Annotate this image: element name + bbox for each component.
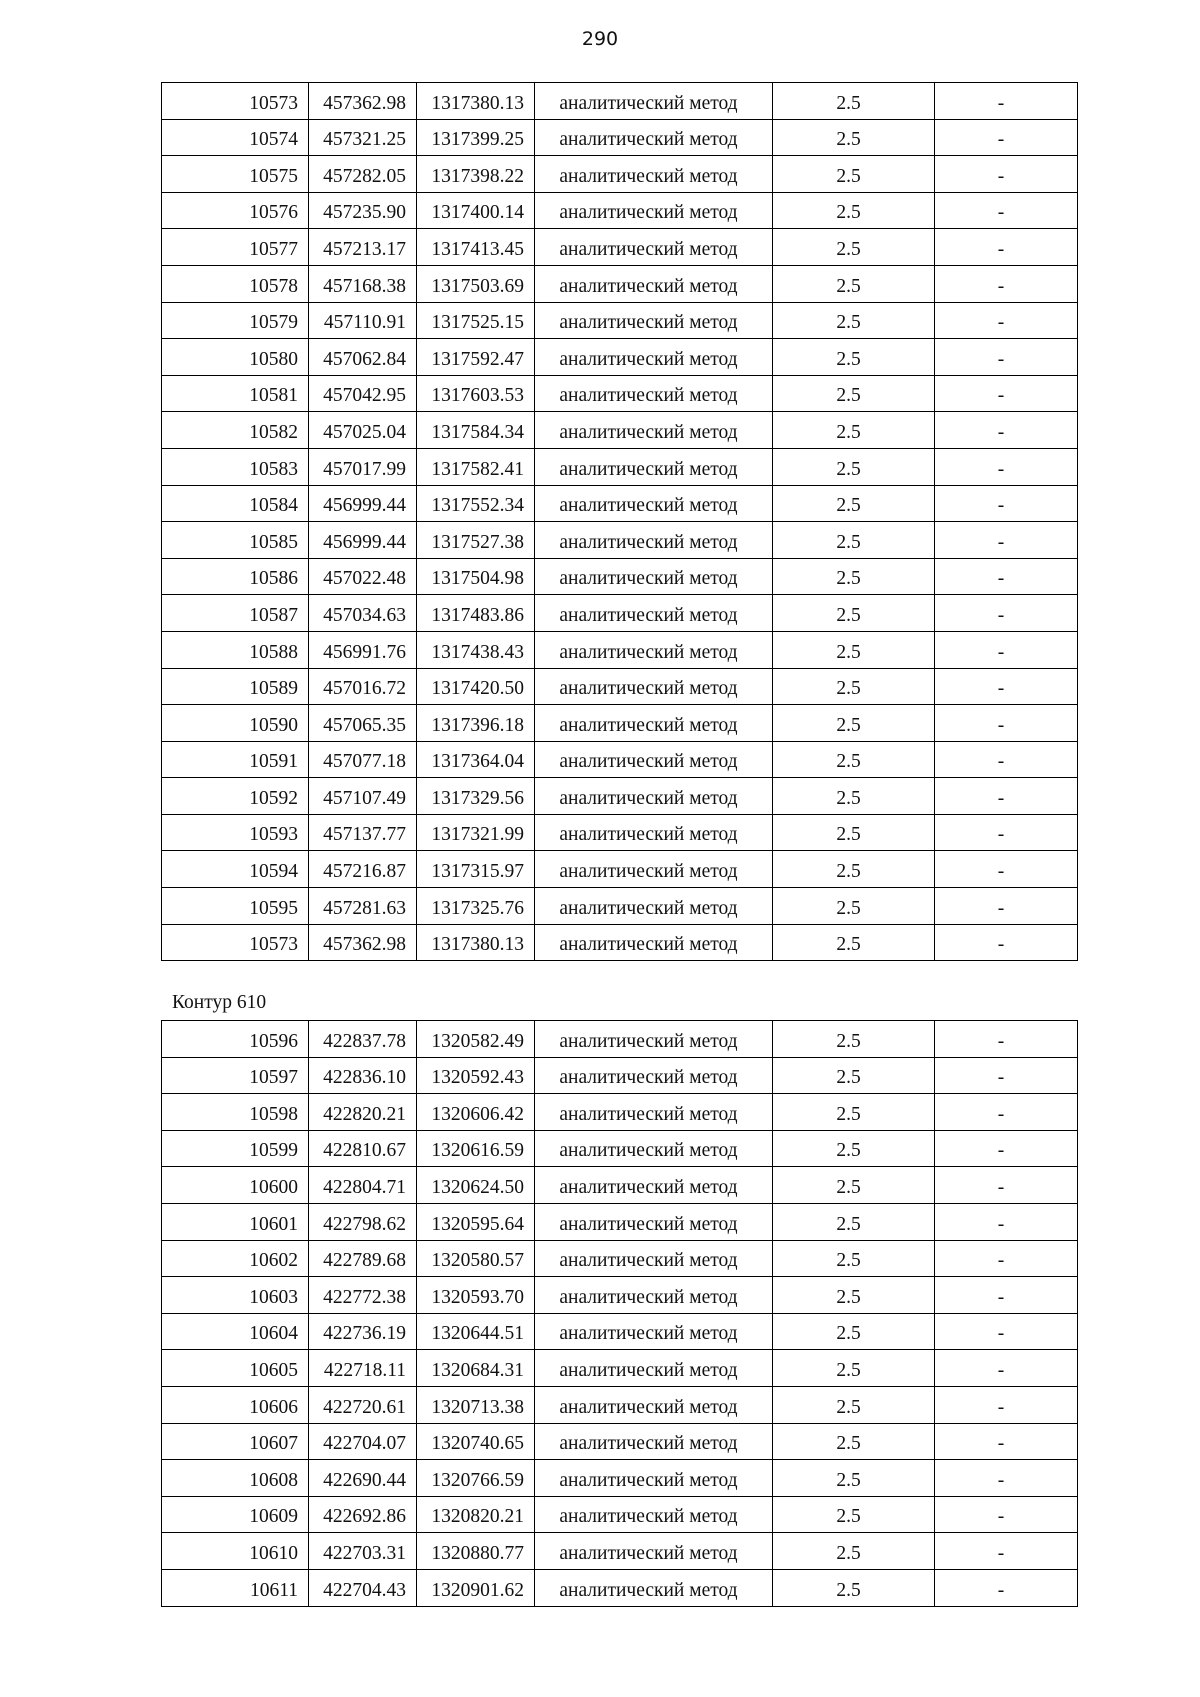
y-coordinate-cell: 1320616.59 <box>417 1130 535 1167</box>
accuracy-cell: 2.5 <box>773 778 935 815</box>
point-number-cell: 10607 <box>162 1423 309 1460</box>
note-cell: - <box>935 1021 1078 1058</box>
y-coordinate-cell: 1320713.38 <box>417 1386 535 1423</box>
accuracy-cell: 2.5 <box>773 265 935 302</box>
y-coordinate-cell: 1320820.21 <box>417 1496 535 1533</box>
y-coordinate-cell: 1317413.45 <box>417 229 535 266</box>
x-coordinate-cell: 422836.10 <box>309 1057 417 1094</box>
accuracy-cell: 2.5 <box>773 1277 935 1314</box>
table-row <box>162 1277 1078 1314</box>
y-coordinate-cell: 1317483.86 <box>417 595 535 632</box>
method-cell: аналитический метод <box>535 412 773 449</box>
point-number-cell: 10602 <box>162 1240 309 1277</box>
table-row <box>162 448 1078 485</box>
accuracy-cell: 2.5 <box>773 631 935 668</box>
y-coordinate-cell: 1320766.59 <box>417 1460 535 1497</box>
accuracy-cell: 2.5 <box>773 1533 935 1570</box>
y-coordinate-cell: 1320606.42 <box>417 1094 535 1131</box>
method-cell: аналитический метод <box>535 1167 773 1204</box>
x-coordinate-cell: 457042.95 <box>309 375 417 412</box>
note-cell: - <box>935 558 1078 595</box>
accuracy-cell: 2.5 <box>773 119 935 156</box>
coordinates-table-2-body <box>162 1021 1078 1607</box>
method-cell: аналитический метод <box>535 1350 773 1387</box>
y-coordinate-cell: 1317584.34 <box>417 412 535 449</box>
accuracy-cell: 2.5 <box>773 1386 935 1423</box>
x-coordinate-cell: 456991.76 <box>309 631 417 668</box>
y-coordinate-cell: 1317380.13 <box>417 924 535 961</box>
x-coordinate-cell: 457216.87 <box>309 851 417 888</box>
method-cell: аналитический метод <box>535 339 773 376</box>
point-number-cell: 10581 <box>162 375 309 412</box>
accuracy-cell: 2.5 <box>773 924 935 961</box>
note-cell: - <box>935 778 1078 815</box>
accuracy-cell: 2.5 <box>773 192 935 229</box>
y-coordinate-cell: 1317438.43 <box>417 631 535 668</box>
point-number-cell: 10573 <box>162 83 309 120</box>
table-row <box>162 924 1078 961</box>
method-cell: аналитический метод <box>535 1423 773 1460</box>
y-coordinate-cell: 1320582.49 <box>417 1021 535 1058</box>
note-cell: - <box>935 1203 1078 1240</box>
table-row <box>162 1130 1078 1167</box>
accuracy-cell: 2.5 <box>773 339 935 376</box>
note-cell: - <box>935 668 1078 705</box>
accuracy-cell: 2.5 <box>773 1057 935 1094</box>
table-row <box>162 595 1078 632</box>
point-number-cell: 10588 <box>162 631 309 668</box>
x-coordinate-cell: 457168.38 <box>309 265 417 302</box>
accuracy-cell: 2.5 <box>773 1203 935 1240</box>
accuracy-cell: 2.5 <box>773 1021 935 1058</box>
x-coordinate-cell: 422690.44 <box>309 1460 417 1497</box>
note-cell: - <box>935 1094 1078 1131</box>
point-number-cell: 10595 <box>162 888 309 925</box>
table-row <box>162 1423 1078 1460</box>
section-label-contour: Контур 610 <box>172 992 267 1013</box>
note-cell: - <box>935 265 1078 302</box>
method-cell: аналитический метод <box>535 778 773 815</box>
accuracy-cell: 2.5 <box>773 558 935 595</box>
method-cell: аналитический метод <box>535 522 773 559</box>
y-coordinate-cell: 1320880.77 <box>417 1533 535 1570</box>
note-cell: - <box>935 1057 1078 1094</box>
table-row <box>162 119 1078 156</box>
table-row <box>162 522 1078 559</box>
method-cell: аналитический метод <box>535 1240 773 1277</box>
accuracy-cell: 2.5 <box>773 522 935 559</box>
accuracy-cell: 2.5 <box>773 485 935 522</box>
y-coordinate-cell: 1317504.98 <box>417 558 535 595</box>
method-cell: аналитический метод <box>535 668 773 705</box>
point-number-cell: 10594 <box>162 851 309 888</box>
x-coordinate-cell: 457362.98 <box>309 83 417 120</box>
note-cell: - <box>935 1240 1078 1277</box>
point-number-cell: 10600 <box>162 1167 309 1204</box>
x-coordinate-cell: 422718.11 <box>309 1350 417 1387</box>
method-cell: аналитический метод <box>535 631 773 668</box>
method-cell: аналитический метод <box>535 1386 773 1423</box>
table-row <box>162 888 1078 925</box>
method-cell: аналитический метод <box>535 1130 773 1167</box>
method-cell: аналитический метод <box>535 1533 773 1570</box>
point-number-cell: 10605 <box>162 1350 309 1387</box>
note-cell: - <box>935 1130 1078 1167</box>
y-coordinate-cell: 1320580.57 <box>417 1240 535 1277</box>
x-coordinate-cell: 422798.62 <box>309 1203 417 1240</box>
point-number-cell: 10576 <box>162 192 309 229</box>
accuracy-cell: 2.5 <box>773 741 935 778</box>
accuracy-cell: 2.5 <box>773 1460 935 1497</box>
y-coordinate-cell: 1320593.70 <box>417 1277 535 1314</box>
table-row <box>162 265 1078 302</box>
point-number-cell: 10597 <box>162 1057 309 1094</box>
point-number-cell: 10583 <box>162 448 309 485</box>
x-coordinate-cell: 457077.18 <box>309 741 417 778</box>
accuracy-cell: 2.5 <box>773 229 935 266</box>
method-cell: аналитический метод <box>535 1460 773 1497</box>
note-cell: - <box>935 741 1078 778</box>
table-row <box>162 1203 1078 1240</box>
point-number-cell: 10589 <box>162 668 309 705</box>
y-coordinate-cell: 1317315.97 <box>417 851 535 888</box>
y-coordinate-cell: 1320684.31 <box>417 1350 535 1387</box>
note-cell: - <box>935 339 1078 376</box>
method-cell: аналитический метод <box>535 595 773 632</box>
y-coordinate-cell: 1317398.22 <box>417 156 535 193</box>
method-cell: аналитический метод <box>535 265 773 302</box>
accuracy-cell: 2.5 <box>773 1167 935 1204</box>
accuracy-cell: 2.5 <box>773 851 935 888</box>
table-row <box>162 375 1078 412</box>
method-cell: аналитический метод <box>535 83 773 120</box>
x-coordinate-cell: 457281.63 <box>309 888 417 925</box>
accuracy-cell: 2.5 <box>773 375 935 412</box>
method-cell: аналитический метод <box>535 1094 773 1131</box>
point-number-cell: 10606 <box>162 1386 309 1423</box>
accuracy-cell: 2.5 <box>773 1094 935 1131</box>
table-row <box>162 1313 1078 1350</box>
x-coordinate-cell: 457107.49 <box>309 778 417 815</box>
method-cell: аналитический метод <box>535 1496 773 1533</box>
x-coordinate-cell: 457282.05 <box>309 156 417 193</box>
table-row <box>162 1460 1078 1497</box>
x-coordinate-cell: 457321.25 <box>309 119 417 156</box>
x-coordinate-cell: 422789.68 <box>309 1240 417 1277</box>
table-row <box>162 1569 1078 1606</box>
page-number: 290 <box>581 28 619 50</box>
table-row <box>162 631 1078 668</box>
x-coordinate-cell: 422820.21 <box>309 1094 417 1131</box>
table-row <box>162 1167 1078 1204</box>
table-row <box>162 192 1078 229</box>
x-coordinate-cell: 422692.86 <box>309 1496 417 1533</box>
y-coordinate-cell: 1320624.50 <box>417 1167 535 1204</box>
y-coordinate-cell: 1320644.51 <box>417 1313 535 1350</box>
note-cell: - <box>935 1313 1078 1350</box>
accuracy-cell: 2.5 <box>773 668 935 705</box>
method-cell: аналитический метод <box>535 924 773 961</box>
x-coordinate-cell: 457062.84 <box>309 339 417 376</box>
table-row <box>162 668 1078 705</box>
point-number-cell: 10599 <box>162 1130 309 1167</box>
note-cell: - <box>935 156 1078 193</box>
method-cell: аналитический метод <box>535 741 773 778</box>
point-number-cell: 10574 <box>162 119 309 156</box>
accuracy-cell: 2.5 <box>773 412 935 449</box>
accuracy-cell: 2.5 <box>773 595 935 632</box>
method-cell: аналитический метод <box>535 156 773 193</box>
y-coordinate-cell: 1320901.62 <box>417 1569 535 1606</box>
table-row <box>162 1533 1078 1570</box>
note-cell: - <box>935 1277 1078 1314</box>
x-coordinate-cell: 422810.67 <box>309 1130 417 1167</box>
note-cell: - <box>935 1423 1078 1460</box>
x-coordinate-cell: 422720.61 <box>309 1386 417 1423</box>
accuracy-cell: 2.5 <box>773 1130 935 1167</box>
x-coordinate-cell: 456999.44 <box>309 522 417 559</box>
note-cell: - <box>935 1350 1078 1387</box>
x-coordinate-cell: 457065.35 <box>309 705 417 742</box>
method-cell: аналитический метод <box>535 448 773 485</box>
accuracy-cell: 2.5 <box>773 448 935 485</box>
accuracy-cell: 2.5 <box>773 814 935 851</box>
y-coordinate-cell: 1317603.53 <box>417 375 535 412</box>
accuracy-cell: 2.5 <box>773 1496 935 1533</box>
accuracy-cell: 2.5 <box>773 1569 935 1606</box>
table-row <box>162 1496 1078 1533</box>
note-cell: - <box>935 1460 1078 1497</box>
y-coordinate-cell: 1317503.69 <box>417 265 535 302</box>
method-cell: аналитический метод <box>535 1057 773 1094</box>
point-number-cell: 10593 <box>162 814 309 851</box>
y-coordinate-cell: 1317380.13 <box>417 83 535 120</box>
note-cell: - <box>935 1386 1078 1423</box>
x-coordinate-cell: 457235.90 <box>309 192 417 229</box>
accuracy-cell: 2.5 <box>773 1350 935 1387</box>
method-cell: аналитический метод <box>535 1203 773 1240</box>
note-cell: - <box>935 1569 1078 1606</box>
point-number-cell: 10598 <box>162 1094 309 1131</box>
accuracy-cell: 2.5 <box>773 83 935 120</box>
x-coordinate-cell: 422804.71 <box>309 1167 417 1204</box>
table-row <box>162 814 1078 851</box>
accuracy-cell: 2.5 <box>773 1313 935 1350</box>
note-cell: - <box>935 375 1078 412</box>
note-cell: - <box>935 302 1078 339</box>
point-number-cell: 10596 <box>162 1021 309 1058</box>
y-coordinate-cell: 1317321.99 <box>417 814 535 851</box>
note-cell: - <box>935 229 1078 266</box>
note-cell: - <box>935 192 1078 229</box>
y-coordinate-cell: 1317396.18 <box>417 705 535 742</box>
method-cell: аналитический метод <box>535 705 773 742</box>
point-number-cell: 10580 <box>162 339 309 376</box>
point-number-cell: 10590 <box>162 705 309 742</box>
table-row <box>162 1386 1078 1423</box>
method-cell: аналитический метод <box>535 851 773 888</box>
y-coordinate-cell: 1317582.41 <box>417 448 535 485</box>
note-cell: - <box>935 412 1078 449</box>
note-cell: - <box>935 851 1078 888</box>
x-coordinate-cell: 457213.17 <box>309 229 417 266</box>
x-coordinate-cell: 457110.91 <box>309 302 417 339</box>
y-coordinate-cell: 1317329.56 <box>417 778 535 815</box>
y-coordinate-cell: 1317552.34 <box>417 485 535 522</box>
method-cell: аналитический метод <box>535 302 773 339</box>
table-row <box>162 339 1078 376</box>
x-coordinate-cell: 456999.44 <box>309 485 417 522</box>
point-number-cell: 10577 <box>162 229 309 266</box>
table-row <box>162 705 1078 742</box>
y-coordinate-cell: 1317592.47 <box>417 339 535 376</box>
point-number-cell: 10608 <box>162 1460 309 1497</box>
point-number-cell: 10592 <box>162 778 309 815</box>
y-coordinate-cell: 1317420.50 <box>417 668 535 705</box>
point-number-cell: 10603 <box>162 1277 309 1314</box>
point-number-cell: 10604 <box>162 1313 309 1350</box>
point-number-cell: 10584 <box>162 485 309 522</box>
table-row <box>162 1350 1078 1387</box>
coordinates-table-1 <box>161 82 1078 961</box>
note-cell: - <box>935 595 1078 632</box>
table-row <box>162 1094 1078 1131</box>
point-number-cell: 10585 <box>162 522 309 559</box>
point-number-cell: 10610 <box>162 1533 309 1570</box>
point-number-cell: 10609 <box>162 1496 309 1533</box>
y-coordinate-cell: 1317525.15 <box>417 302 535 339</box>
table-row <box>162 558 1078 595</box>
accuracy-cell: 2.5 <box>773 888 935 925</box>
note-cell: - <box>935 1496 1078 1533</box>
y-coordinate-cell: 1317325.76 <box>417 888 535 925</box>
method-cell: аналитический метод <box>535 1277 773 1314</box>
note-cell: - <box>935 448 1078 485</box>
table-row <box>162 302 1078 339</box>
table-row <box>162 83 1078 120</box>
x-coordinate-cell: 422736.19 <box>309 1313 417 1350</box>
point-number-cell: 10611 <box>162 1569 309 1606</box>
point-number-cell: 10578 <box>162 265 309 302</box>
table-row <box>162 851 1078 888</box>
method-cell: аналитический метод <box>535 1021 773 1058</box>
point-number-cell: 10591 <box>162 741 309 778</box>
note-cell: - <box>935 888 1078 925</box>
note-cell: - <box>935 631 1078 668</box>
table-row <box>162 1057 1078 1094</box>
accuracy-cell: 2.5 <box>773 705 935 742</box>
x-coordinate-cell: 422772.38 <box>309 1277 417 1314</box>
table-row <box>162 229 1078 266</box>
note-cell: - <box>935 705 1078 742</box>
table-row <box>162 485 1078 522</box>
table-row <box>162 1021 1078 1058</box>
table-row <box>162 156 1078 193</box>
point-number-cell: 10573 <box>162 924 309 961</box>
y-coordinate-cell: 1317364.04 <box>417 741 535 778</box>
y-coordinate-cell: 1317527.38 <box>417 522 535 559</box>
note-cell: - <box>935 1533 1078 1570</box>
method-cell: аналитический метод <box>535 888 773 925</box>
point-number-cell: 10582 <box>162 412 309 449</box>
table-row <box>162 741 1078 778</box>
accuracy-cell: 2.5 <box>773 1423 935 1460</box>
note-cell: - <box>935 924 1078 961</box>
method-cell: аналитический метод <box>535 375 773 412</box>
method-cell: аналитический метод <box>535 1569 773 1606</box>
point-number-cell: 10575 <box>162 156 309 193</box>
note-cell: - <box>935 485 1078 522</box>
y-coordinate-cell: 1317399.25 <box>417 119 535 156</box>
x-coordinate-cell: 422703.31 <box>309 1533 417 1570</box>
method-cell: аналитический метод <box>535 119 773 156</box>
x-coordinate-cell: 457362.98 <box>309 924 417 961</box>
method-cell: аналитический метод <box>535 229 773 266</box>
method-cell: аналитический метод <box>535 814 773 851</box>
point-number-cell: 10579 <box>162 302 309 339</box>
accuracy-cell: 2.5 <box>773 302 935 339</box>
x-coordinate-cell: 457034.63 <box>309 595 417 632</box>
y-coordinate-cell: 1320595.64 <box>417 1203 535 1240</box>
y-coordinate-cell: 1320740.65 <box>417 1423 535 1460</box>
x-coordinate-cell: 457017.99 <box>309 448 417 485</box>
point-number-cell: 10601 <box>162 1203 309 1240</box>
table-row <box>162 1240 1078 1277</box>
x-coordinate-cell: 422837.78 <box>309 1021 417 1058</box>
method-cell: аналитический метод <box>535 558 773 595</box>
x-coordinate-cell: 457137.77 <box>309 814 417 851</box>
x-coordinate-cell: 422704.07 <box>309 1423 417 1460</box>
point-number-cell: 10586 <box>162 558 309 595</box>
y-coordinate-cell: 1320592.43 <box>417 1057 535 1094</box>
accuracy-cell: 2.5 <box>773 156 935 193</box>
y-coordinate-cell: 1317400.14 <box>417 192 535 229</box>
note-cell: - <box>935 1167 1078 1204</box>
note-cell: - <box>935 83 1078 120</box>
x-coordinate-cell: 457016.72 <box>309 668 417 705</box>
accuracy-cell: 2.5 <box>773 1240 935 1277</box>
coordinates-table-1-body <box>162 83 1078 961</box>
x-coordinate-cell: 422704.43 <box>309 1569 417 1606</box>
table-row <box>162 412 1078 449</box>
coordinates-table-2 <box>161 1020 1078 1607</box>
method-cell: аналитический метод <box>535 192 773 229</box>
x-coordinate-cell: 457025.04 <box>309 412 417 449</box>
note-cell: - <box>935 522 1078 559</box>
method-cell: аналитический метод <box>535 1313 773 1350</box>
table-row <box>162 778 1078 815</box>
note-cell: - <box>935 119 1078 156</box>
point-number-cell: 10587 <box>162 595 309 632</box>
x-coordinate-cell: 457022.48 <box>309 558 417 595</box>
method-cell: аналитический метод <box>535 485 773 522</box>
note-cell: - <box>935 814 1078 851</box>
